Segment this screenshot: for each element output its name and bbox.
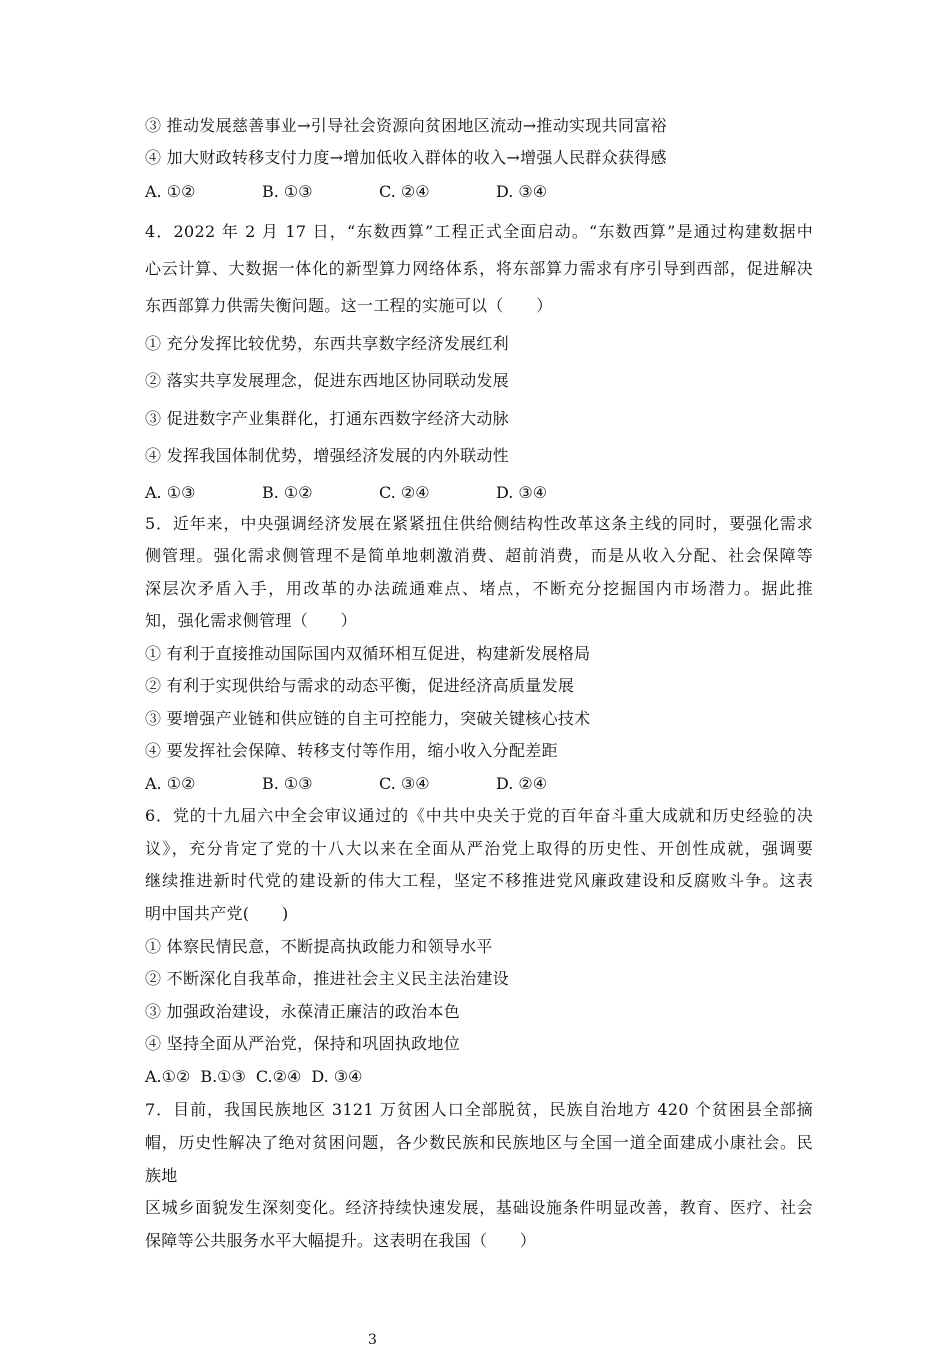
prev-item-4: ④ 加大财政转移支付力度→增加低收入群体的收入→增强人民群众获得感 [145, 148, 667, 167]
option-b: B. ①③ [262, 774, 313, 793]
q4-item-4: ④ 发挥我国体制优势，增强经济发展的内外联动性 [145, 446, 509, 465]
q5-item-4: ④ 要发挥社会保障、转移支付等作用，缩小收入分配差距 [145, 741, 558, 760]
page-number: 3 [368, 1332, 377, 1348]
q5-item-1: ① 有利于直接推动国际国内双循环相互促进，构建新发展格局 [145, 644, 591, 663]
q4-stem-line-2: 心云计算、大数据一体化的新型算力网络体系，将东部算力需求有序引导到西部，促进解决 [145, 259, 813, 278]
option-a: A.①② [145, 1067, 191, 1086]
q4-stem-line-3: 东西部算力供需失衡问题。这一工程的实施可以（ ） [145, 296, 553, 315]
q7-stem-line-1: 7．目前，我国民族地区 3121 万贫困人口全部脱贫，民族自治地方 420 个贫困县全部摘 [145, 1100, 813, 1119]
q4-options [145, 483, 613, 503]
q5-item-3: ③ 要增强产业链和供应链的自主可控能力，突破关键核心技术 [145, 709, 591, 728]
option-a: A. ①② [145, 774, 196, 793]
q7-stem-line-5: 保障等公共服务水平大幅提升。这表明在我国（ ） [145, 1231, 537, 1250]
q6-stem-line-4: 明中国共产党( ) [145, 904, 289, 923]
option-c: C.②④ [255, 1067, 302, 1086]
q6-item-3: ③ 加强政治建设，永葆清正廉洁的政治本色 [145, 1002, 461, 1021]
option-b: B. ①② [262, 483, 313, 502]
option-a: A. ①③ [145, 483, 196, 502]
q6-stem-line-3: 继续推进新时代党的建设新的伟大工程，坚定不移推进党风廉政建设和反腐败斗争。这表 [145, 871, 813, 890]
q5-stem-line-2: 侧管理。强化需求侧管理不是简单地刺激消费、超前消费，而是从收入分配、社会保障等 [145, 546, 813, 565]
q7-stem-line-2: 帽，历史性解决了绝对贫困问题，各少数民族和民族地区与全国一道全面建成小康社会。民 [145, 1133, 813, 1152]
option-a: A. ①② [145, 182, 196, 201]
q6-item-1: ① 体察民情民意，不断提高执政能力和领导水平 [145, 937, 493, 956]
q6-stem-line-1: 6．党的十九届六中全会审议通过的《中共中央关于党的百年奋斗重大成就和历史经验的决 [145, 806, 813, 825]
q4-item-1: ① 充分发挥比较优势，东西共享数字经济发展红利 [145, 334, 509, 353]
q5-options [145, 774, 613, 794]
q5-stem-line-4: 知，强化需求侧管理（ ） [145, 611, 357, 630]
option-d: D. ③④ [311, 1067, 363, 1086]
q4-stem-line-1: 4．2022 年 2 月 17 日，“东数西算”工程正式全面启动。“东数西算”是通过构建数据中 [145, 222, 813, 241]
option-c: C. ②④ [379, 182, 430, 201]
prev-options [145, 182, 613, 202]
q4-item-3: ③ 促进数字产业集群化，打通东西数字经济大动脉 [145, 409, 509, 428]
q7-stem-line-4: 区城乡面貌发生深刻变化。经济持续快速发展，基础设施条件明显改善，教育、医疗、社会 [145, 1198, 813, 1217]
prev-item-3: ③ 推动发展慈善事业→引导社会资源向贫困地区流动→推动实现共同富裕 [145, 116, 667, 135]
option-d: D. ③④ [496, 483, 548, 502]
option-b: B.①③ [200, 1067, 246, 1086]
option-c: C. ③④ [379, 774, 430, 793]
q4-item-2: ② 落实共享发展理念，促进东西地区协同联动发展 [145, 371, 509, 390]
q5-item-2: ② 有利于实现供给与需求的动态平衡，促进经济高质量发展 [145, 676, 575, 695]
q7-stem-line-3: 族地 [145, 1166, 178, 1185]
q5-stem-line-1: 5．近年来，中央强调经济发展在紧紧扭住供给侧结构性改革这条主线的同时，要强化需求 [145, 514, 813, 533]
option-c: C. ②④ [379, 483, 430, 502]
q5-stem-line-3: 深层次矛盾入手，用改革的办法疏通难点、堵点，不断充分挖掘国内市场潜力。据此推 [145, 579, 813, 598]
q6-item-2: ② 不断深化自我革命，推进社会主义民主法治建设 [145, 969, 509, 988]
q6-stem-line-2: 议》，充分肯定了党的十八大以来在全面从严治党上取得的历史性、开创性成就，强调要 [145, 839, 813, 858]
option-d: D. ③④ [496, 182, 548, 201]
option-d: D. ②④ [496, 774, 548, 793]
option-b: B. ①③ [262, 182, 313, 201]
q6-options [145, 1067, 372, 1087]
q6-item-4: ④ 坚持全面从严治党，保持和巩固执政地位 [145, 1034, 461, 1053]
